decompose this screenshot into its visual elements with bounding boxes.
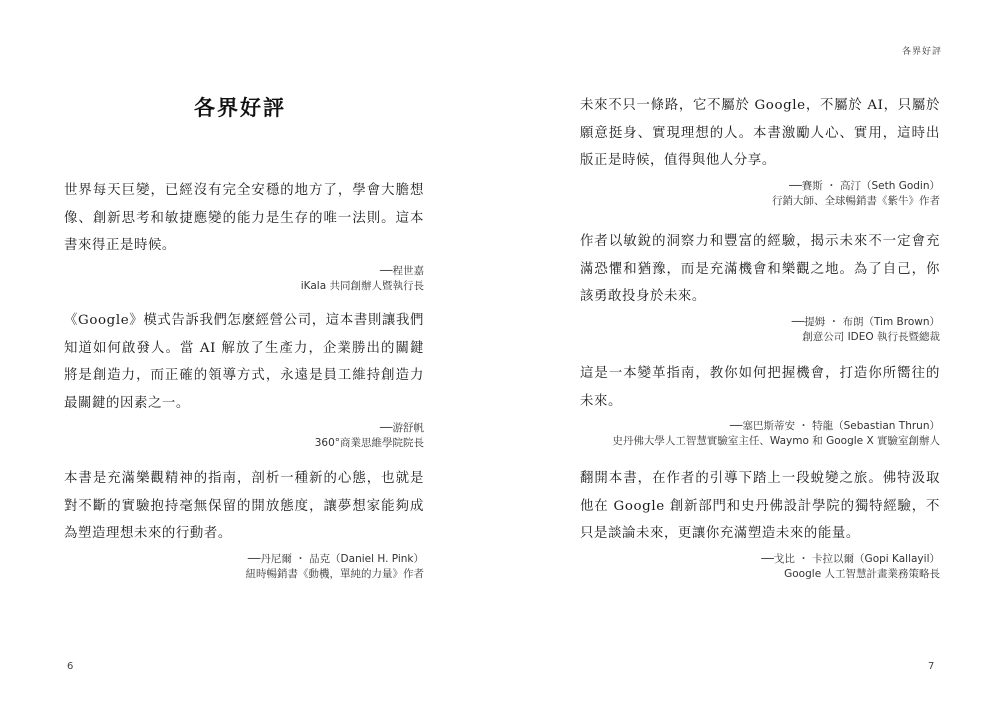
reviewer-role: 行銷大師、全球暢銷書《紫牛》作者 [772, 194, 940, 207]
review-gopi-kallayil [580, 465, 940, 582]
review-text: 這是一本變革指南，教你如何把握機會，打造你所嚮往的未來。 [580, 366, 940, 409]
review-text: 作者以敏銳的洞察力和豐富的經驗，揭示未來不一定會充滿恐懼和猶豫，而是充滿機會和樂觀之地。為了自己，你該勇敢投身於未來。 [580, 234, 940, 304]
review-attribution [64, 552, 424, 582]
reviewer-name: ──游舒帆 [379, 422, 424, 434]
review-attribution [64, 264, 424, 294]
review-daniel-pink [64, 465, 424, 582]
reviewer-role: iKala 共同創辦人暨執行長 [300, 279, 424, 292]
reviewer-name: ──程世嘉 [379, 264, 424, 277]
review-yu-shu-fan [64, 307, 424, 451]
reviewer-name: ──提姆 ・ 布朗（Tim Brown） [791, 315, 940, 328]
review-sebastian-thrun [580, 360, 940, 449]
review-attribution [580, 179, 940, 209]
reviewer-name: ──丹尼爾 ・ 品克（Daniel H. Pink） [247, 552, 424, 565]
review-cheng-shih-chia [64, 177, 424, 294]
review-text: 未來不只一條路，它不屬於 Google，不屬於 AI，只屬於願意挺身、實現理想的人。本書激勵人心、實用，這時出版正是時候，值得與他人分享。 [580, 98, 940, 168]
review-attribution [580, 419, 940, 449]
review-text: 翻開本書，在作者的引導下踏上一段蛻變之旅。佛特汲取他在 Google 創新部門和史丹佛設計學院的獨特經驗，不只是談論未來，更讓你充滿塑造未來的能量。 [580, 471, 940, 541]
reviewer-name: ──塞巴斯蒂安 ・ 特龍（Sebastian Thrun） [729, 420, 940, 432]
reviewer-role: 史丹佛大學人工智慧實驗室主任、Waymo 和 Google X 實驗室創辦人 [612, 435, 940, 447]
review-seth-godin [580, 92, 940, 209]
review-text: 本書是充滿樂觀精神的指南，剖析一種新的心態，也就是對不斷的實驗抱持毫無保留的開放態度，讓夢想家能夠成為塑造理想未來的行動者。 [64, 471, 424, 541]
reviewer-role: 紐時暢銷書《動機，單純的力量》作者 [245, 567, 424, 580]
review-text: 《Google》模式告訴我們怎麼經營公司，這本書則讓我們知道如何啟發人。當 AI 解放了生產力，企業勝出的關鍵將是創造力，而正確的領導方式，永遠是員工維持創造力最關鍵的因素之一。 [64, 313, 424, 411]
reviewer-name: ──戈比 ・ 卡拉以爾（Gopi Kallayil） [761, 552, 940, 565]
page-number: 6 [67, 661, 74, 672]
page-title: 各界好評 [194, 95, 286, 120]
review-attribution [580, 552, 940, 582]
review-attribution [580, 315, 940, 345]
reviewer-name: ──賽斯 ・ 高汀（Seth Godin） [789, 179, 940, 192]
reviewer-role: Google 人工智慧計畫業務策略長 [784, 567, 940, 580]
page-number: 7 [928, 661, 935, 672]
review-tim-brown [580, 228, 940, 345]
review-attribution [64, 421, 424, 451]
running-header: 各界好評 [901, 47, 942, 57]
right-page [500, 0, 1000, 712]
reviewer-role: 360°商業思維學院院長 [314, 437, 424, 449]
review-text: 世界每天巨變，已經沒有完全安穩的地方了，學會大膽想像、創新思考和敏捷應變的能力是生存的唯一法則。這本書來得正是時候。 [64, 183, 424, 253]
reviewer-role: 創意公司 IDEO 執行長暨總裁 [802, 330, 940, 343]
